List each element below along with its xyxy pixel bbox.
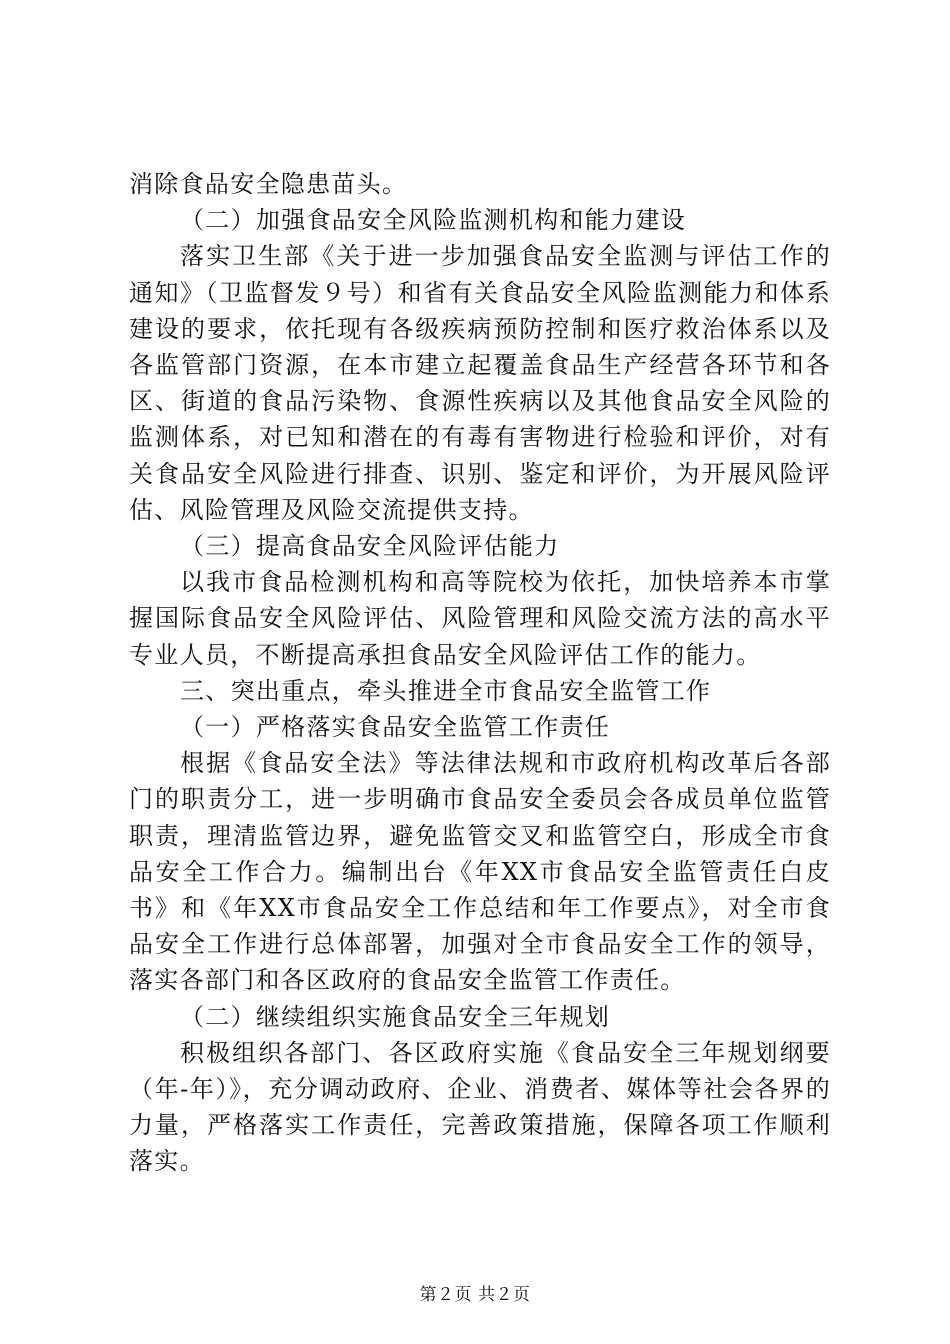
paragraph-continuation: 消除食品安全隐患苗头。 [129,170,408,198]
paragraph-responsibility: 根据《食品安全法》等法律法规和市政府机构改革后各部门的职责分工，进一步明确市食品安全委员会各成员单位监管职责，理清监管边界，避免监管交叉和监管空白，形成全市食品安全工作合力。编制出台《年XX市食品安全监管责任白皮书》和《年XX市食品安全工作总结和年工作要点》，对全市食品安全工作进行总体部署，加强对全市食品安全工作的领导，落实各部门和各区政府的食品安全监管工作责任。 [129,749,831,995]
section-heading-3: 三、突出重点，牵头推进全市食品安全监管工作 [180,676,712,705]
paragraph-three-year-plan: 积极组织各部门、各区政府实施《食品安全三年规划纲要（年-年）》，充分调动政府、企业、消费者、媒体等社会各界的力量，严格落实工作责任，完善政策措施，保障各项工作顺利落实。 [129,1038,831,1176]
paragraph-monitoring: 落实卫生部《关于进一步加强食品安全监测与评估工作的通知》（卫监督发９号）和省有关食品安全风险监测能力和体系建设的要求，依托现有各级疾病预防控制和医疗救治体系以及各监管部门资源，在本市建立起覆盖食品生产经营各环节和各区、街道的食品污染物、食源性疾病以及其他食品安全风险的监测体系，对已知和潜在的有毒有害物进行检验和评价，对有关食品安全风险进行排查、识别、鉴定和评价，为开展风险评估、风险管理及风险交流提供支持。 [129,242,831,524]
section-heading-3-2: （二）继续组织实施食品安全三年规划 [180,1002,611,1031]
page-number-footer: 第２页 共２页 [419,1285,531,1305]
paragraph-assessment: 以我市食品检测机构和高等院校为依托，加快培养本市掌握国际食品安全风险评估、风险管理和风险交流方法的高水平专业人员，不断提高承担食品安全风险评估工作的能力。 [129,568,831,669]
section-heading-3-1: （一）严格落实食品安全监管工作责任 [180,713,611,742]
section-heading-2-3: （三）提高食品安全风险评估能力 [180,532,560,561]
section-heading-2-2: （二）加强食品安全风险监测机构和能力建设 [180,206,686,235]
document-body [129,166,831,1180]
